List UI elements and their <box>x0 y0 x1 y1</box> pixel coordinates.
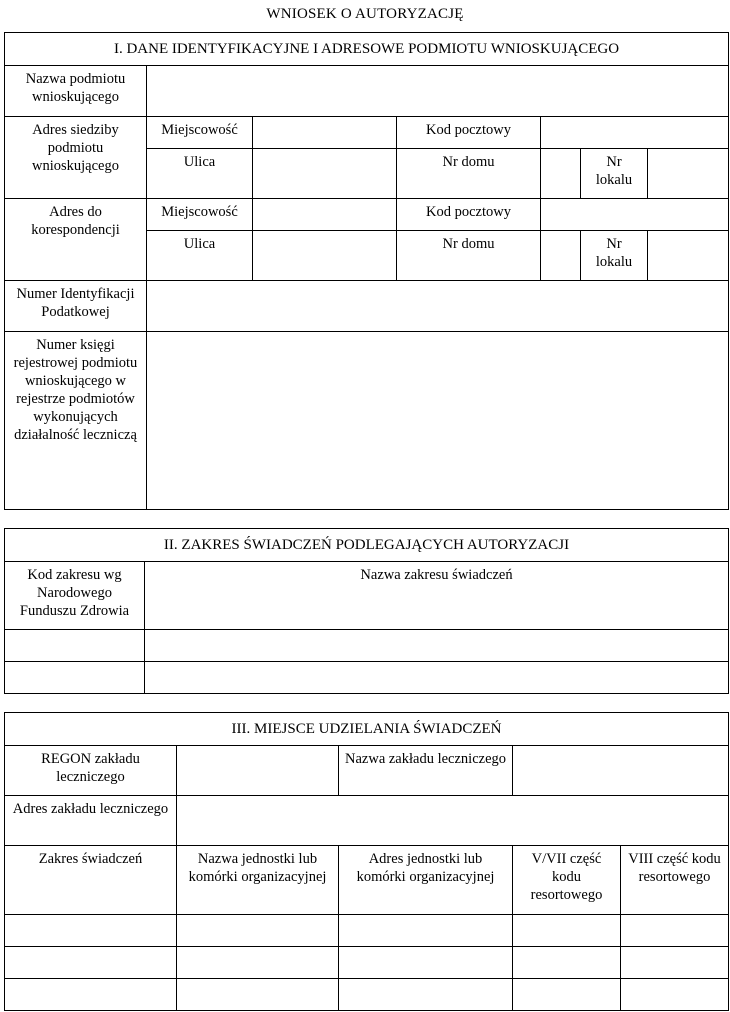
table-cell[interactable] <box>513 979 621 1011</box>
facility-address-label: Adres zakładu leczniczego <box>5 796 177 846</box>
section-3-table <box>4 712 729 1011</box>
form-title: WNIOSEK O AUTORYZACJĘ <box>266 6 464 22</box>
register-number-label: Numer księgi rejestrowej podmiotu wnioskującego w rejestrze podmiotów wykonujących działalność leczniczą <box>5 332 147 510</box>
seat-city-label: Miejscowość <box>147 117 253 149</box>
unit-name-header: Nazwa jednostki lub komórki organizacyjnej <box>177 846 339 915</box>
scope-name-header: Nazwa zakresu świadczeń <box>145 562 729 630</box>
corr-street-field[interactable] <box>253 231 397 281</box>
seat-apartment-no-label: Nr lokalu <box>581 149 648 199</box>
scope-header: Zakres świadczeń <box>5 846 177 915</box>
section-1-heading: I. DANE IDENTYFIKACYJNE I ADRESOWE PODMIOTU WNIOSKUJĄCEGO <box>5 33 729 66</box>
seat-house-no-field[interactable] <box>541 149 581 199</box>
code-v-vii-header: V/VII część kodu resortowego <box>513 846 621 915</box>
corr-postal-code-field[interactable] <box>541 199 729 231</box>
table-cell[interactable] <box>177 947 339 979</box>
corr-city-label: Miejscowość <box>147 199 253 231</box>
corr-apartment-no-label: Nr lokalu <box>581 231 648 281</box>
table-cell[interactable] <box>5 947 177 979</box>
name-field[interactable] <box>147 66 729 117</box>
facility-name-label: Nazwa zakładu leczniczego <box>339 746 513 796</box>
corr-house-no-label: Nr domu <box>397 231 541 281</box>
corr-postal-code-label: Kod pocztowy <box>397 199 541 231</box>
scope-name-field[interactable] <box>145 662 729 694</box>
table-cell[interactable] <box>339 979 513 1011</box>
nip-label: Numer Identyfikacji Podatkowej <box>5 281 147 332</box>
name-label: Nazwa podmiotu wnioskującego <box>5 66 147 117</box>
section-3-heading: III. MIEJSCE UDZIELANIA ŚWIADCZEŃ <box>5 713 729 746</box>
unit-address-header: Adres jednostki lub komórki organizacyjnej <box>339 846 513 915</box>
corr-apartment-no-field[interactable] <box>648 231 729 281</box>
table-cell[interactable] <box>5 915 177 947</box>
table-cell[interactable] <box>621 915 729 947</box>
seat-house-no-label: Nr domu <box>397 149 541 199</box>
seat-street-label: Ulica <box>147 149 253 199</box>
correspondence-address-label: Adres do korespondencji <box>5 199 147 281</box>
seat-address-label: Adres siedziby podmiotu wnioskującego <box>5 117 147 199</box>
table-cell[interactable] <box>339 947 513 979</box>
section-2-heading: II. ZAKRES ŚWIADCZEŃ PODLEGAJĄCYCH AUTORYZACJI <box>5 529 729 562</box>
scope-code-field[interactable] <box>5 630 145 662</box>
table-cell[interactable] <box>339 915 513 947</box>
scope-code-header: Kod zakresu wg Narodowego Funduszu Zdrowia <box>5 562 145 630</box>
regon-field[interactable] <box>177 746 339 796</box>
facility-name-field[interactable] <box>513 746 729 796</box>
section-1-table <box>4 32 729 510</box>
section-2-table <box>4 528 729 694</box>
corr-house-no-field[interactable] <box>541 231 581 281</box>
scope-code-field[interactable] <box>5 662 145 694</box>
nip-field[interactable] <box>147 281 729 332</box>
table-cell[interactable] <box>621 979 729 1011</box>
table-cell[interactable] <box>5 979 177 1011</box>
scope-name-field[interactable] <box>145 630 729 662</box>
seat-apartment-no-field[interactable] <box>648 149 729 199</box>
register-number-field[interactable] <box>147 332 729 510</box>
code-viii-header: VIII część kodu resortowego <box>621 846 729 915</box>
corr-city-field[interactable] <box>253 199 397 231</box>
corr-street-label: Ulica <box>147 231 253 281</box>
table-cell[interactable] <box>513 915 621 947</box>
table-cell[interactable] <box>621 947 729 979</box>
seat-postal-code-field[interactable] <box>541 117 729 149</box>
regon-label: REGON zakładu leczniczego <box>5 746 177 796</box>
facility-address-field[interactable] <box>177 796 729 846</box>
seat-street-field[interactable] <box>253 149 397 199</box>
seat-postal-code-label: Kod pocztowy <box>397 117 541 149</box>
table-cell[interactable] <box>513 947 621 979</box>
seat-city-field[interactable] <box>253 117 397 149</box>
table-cell[interactable] <box>177 915 339 947</box>
table-cell[interactable] <box>177 979 339 1011</box>
